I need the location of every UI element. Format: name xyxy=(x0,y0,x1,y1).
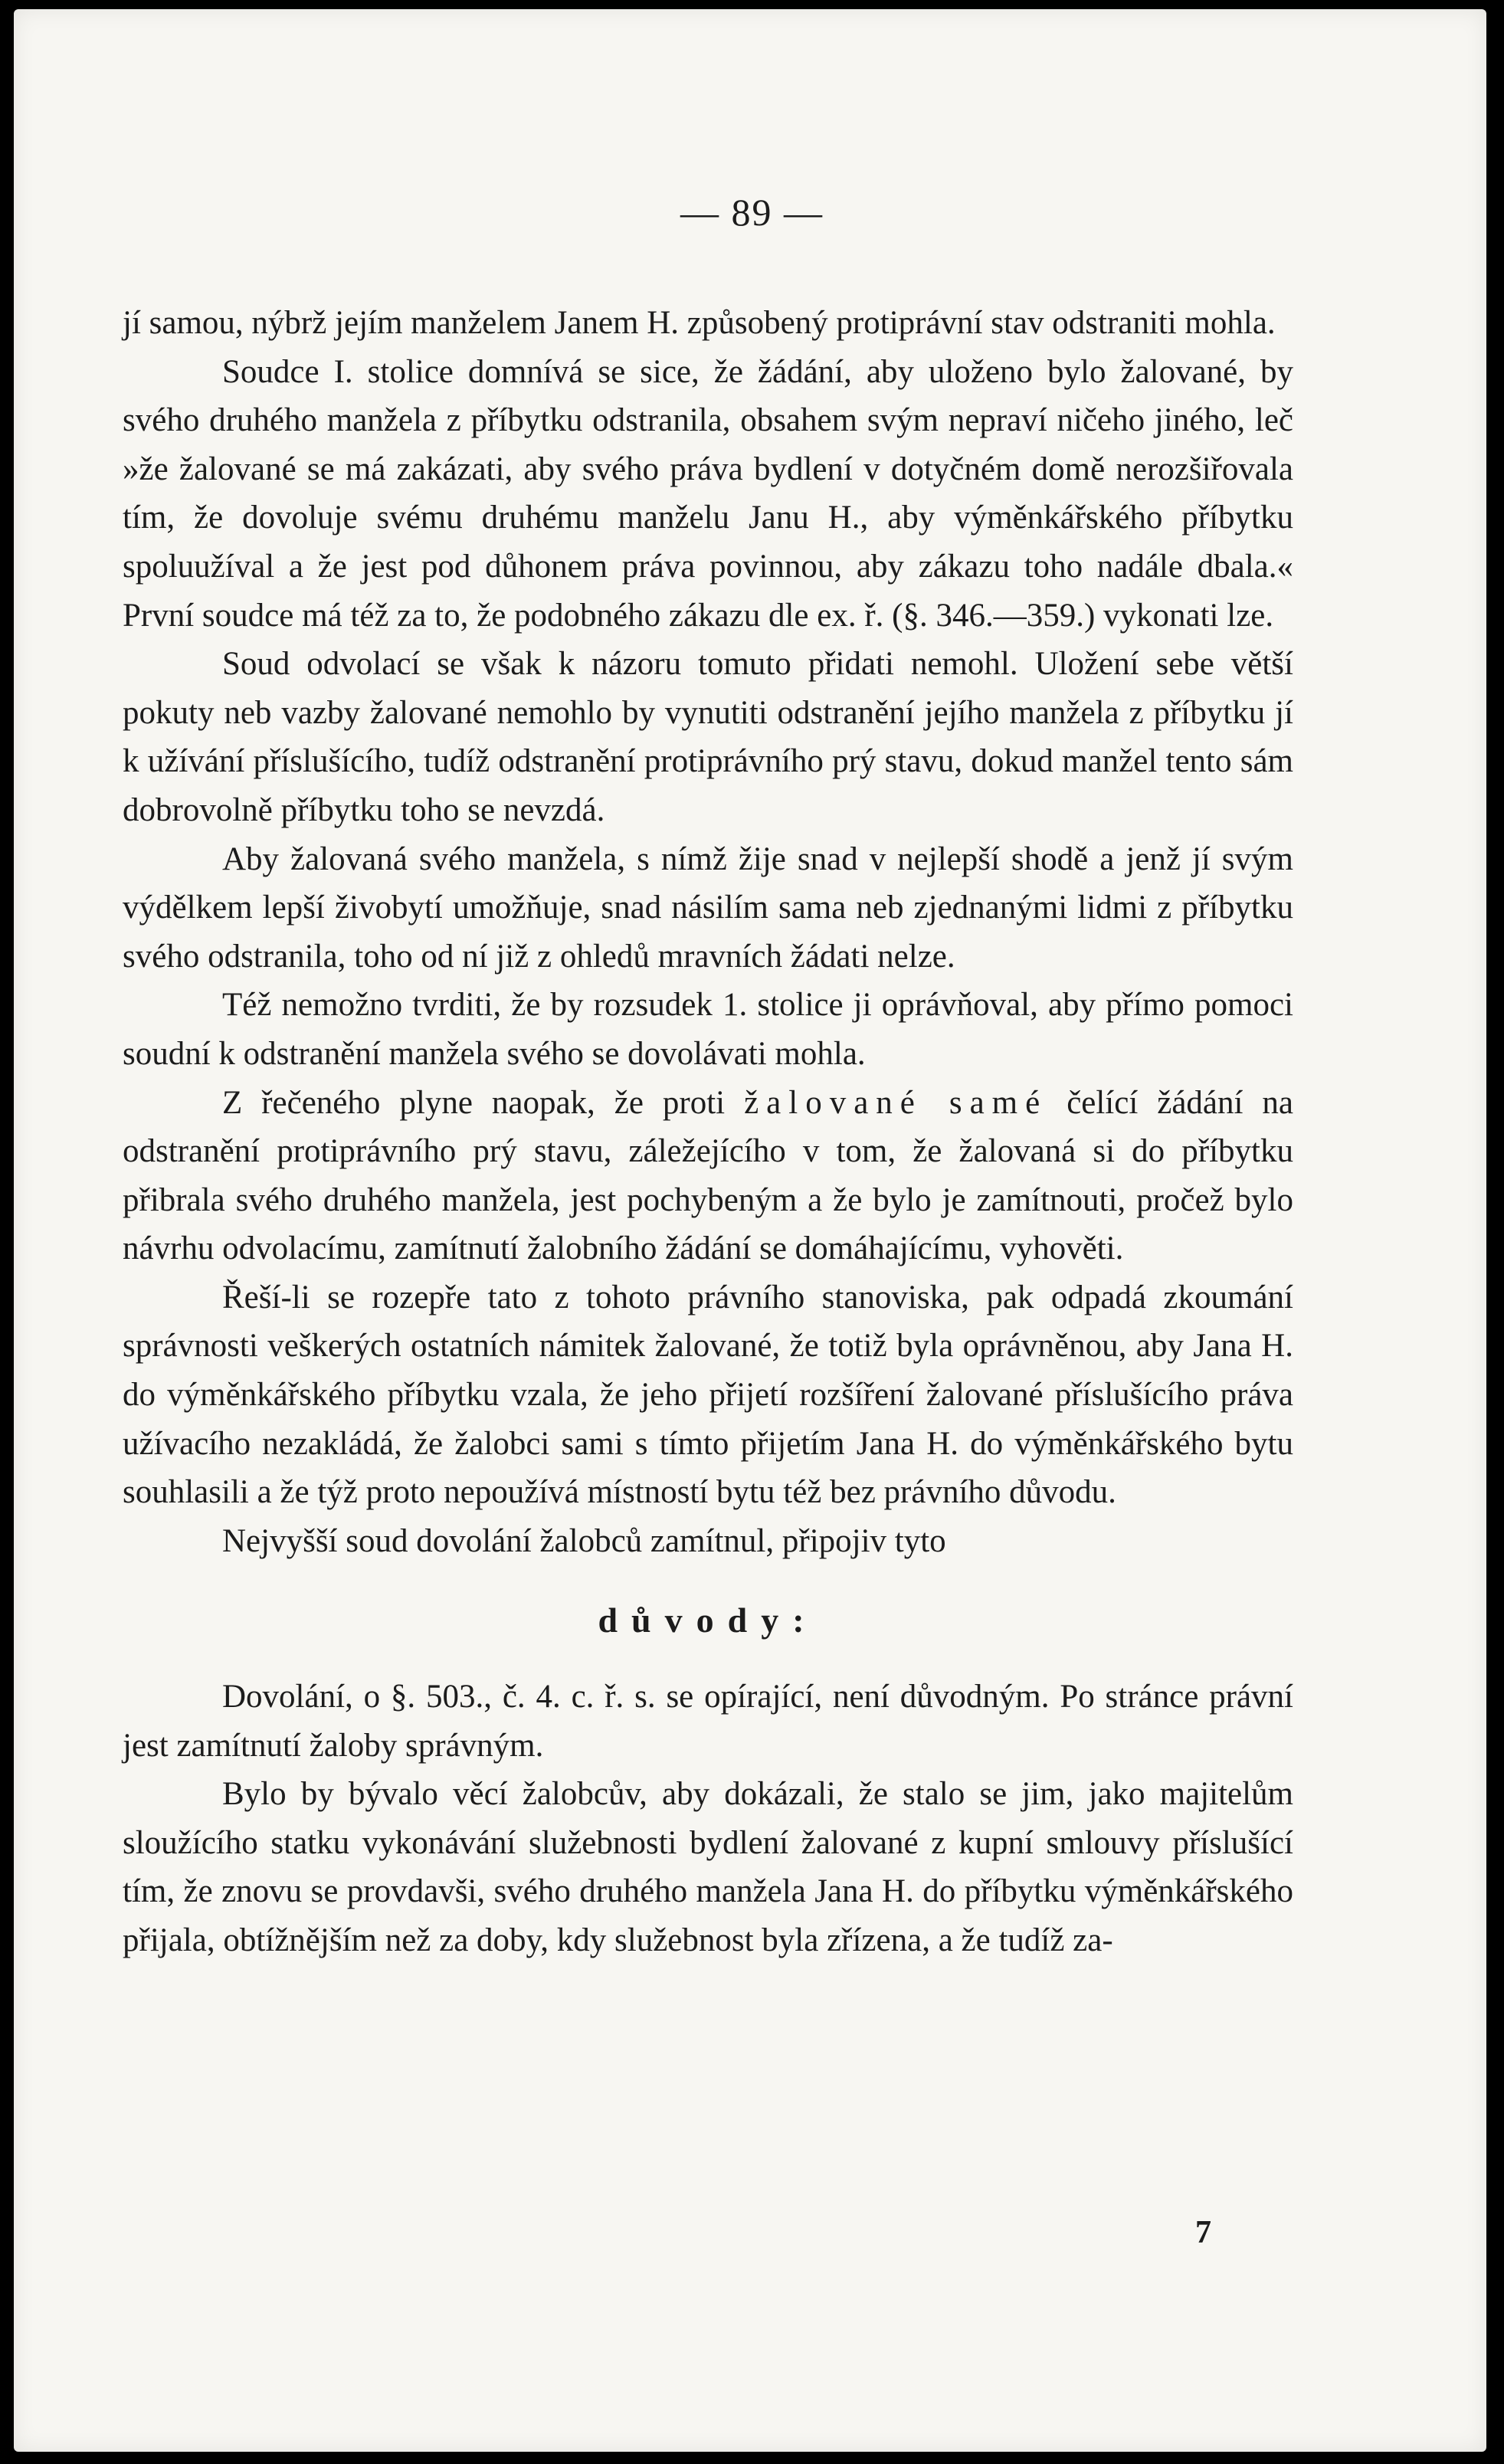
paragraph-6-emphasis: žalované samé xyxy=(744,1084,1048,1121)
paragraph-6-after: čelící žádání na odstranění protiprávního prý stavu, záležejícího v tom, že žalovaná si do příbytku přibrala svého druhého manžela, jest pochybeným a že bylo je zamítnouti, pročež bylo návrhu odvolacímu, zamítnutí žalobního žádání se domáhajícímu, vyhověti. xyxy=(123,1084,1294,1267)
page-number: — 89 — xyxy=(680,191,824,234)
paragraph-6-before: Z řečeného plyne naopak, že proti xyxy=(222,1084,745,1121)
paragraph-8: Nejvyšší soud dovolání žalobců zamítnul, připojiv tyto xyxy=(222,1522,946,1559)
paragraph-7: Řeší-li se rozepře tato z tohoto právního stanoviska, pak odpadá zkoumání správnosti veškerých ostatních námitek žalované, že totiž byla oprávněnou, aby Jana H. do výměnkářského příbytku vzala, že jeho přijetí rozšíření žalované příslušícího práva užívacího nezakládá, že žalobci sami s tímto přijetím Jana H. do výměnkářského bytu souhlasili a že týž proto nepoužívá místností bytu též bez právního důvodu. xyxy=(123,1279,1293,1511)
body-text xyxy=(123,299,1293,1965)
paragraph-6 xyxy=(123,1079,1293,1273)
section-heading: důvody: xyxy=(598,1601,818,1640)
paragraph-4: Aby žalovaná svého manžela, s nímž žije snad v nejlepší shodě a jenž jí svým výdělkem lepší živobytí umožňuje, snad násilím sama neb zjednanými lidmi z příbytku svého odstranila, toho od ní již z ohledů mravních žádati nelze. xyxy=(123,840,1293,975)
paragraph-1: jí samou, nýbrž jejím manželem Janem H. způsobený protiprávní stav odstraniti mohla. xyxy=(123,305,1276,341)
paragraph-3: Soud odvolací se však k názoru tomuto přidati nemohl. Uložení sebe větší pokuty neb vazby žalované nemohlo by vynutiti odstranění jejího manžela z příbytku jí k užívání příslušícího, tudíž odstranění protiprávního prý stavu, dokud manžel tento sám dobrovolně příbytku toho se nevzdá. xyxy=(123,646,1293,828)
paragraph-10: Bylo by bývalo věcí žalobcův, aby dokázali, že stalo se jim, jako majitelům sloužícího statku vykonávání služebnosti bydlení žalované z kupní smlouvy příslušící tím, že znovu se provdavši, svého druhého manžela Jana H. do příbytku výměnkářského přijala, obtížnějším než za doby, kdy služebnost byla zřízena, a že tudíž za- xyxy=(123,1776,1293,1958)
paragraph-2: Soudce I. stolice domnívá se sice, že žádání, aby uloženo bylo žalované, by svého druhého manžela z příbytku odstranila, obsahem svým nepraví ničeho jiného, leč »že žalované se má zakázati, aby svého práva bydlení v dotyčném domě nerozšiřovala tím, že dovoluje svému druhému manželu Janu H., aby výměnkářského příbytku spoluužíval a že jest pod důhonem práva povinnou, aby zákazu toho nadále dbala.« První soudce má též za to, že podobného zákazu dle ex. ř. (§. 346.—359.) vykonati lze. xyxy=(123,353,1293,634)
signature-mark: 7 xyxy=(1195,2215,1211,2250)
paragraph-9: Dovolání, o §. 503., č. 4. c. ř. s. se opírající, není důvodným. Po stránce právní jest zamítnutí žaloby správným. xyxy=(123,1679,1293,1764)
paragraph-5: Též nemožno tvrditi, že by rozsudek 1. stolice ji oprávňoval, aby přímo pomoci soudní k odstranění manžela svého se dovolávati mohla. xyxy=(123,987,1293,1072)
